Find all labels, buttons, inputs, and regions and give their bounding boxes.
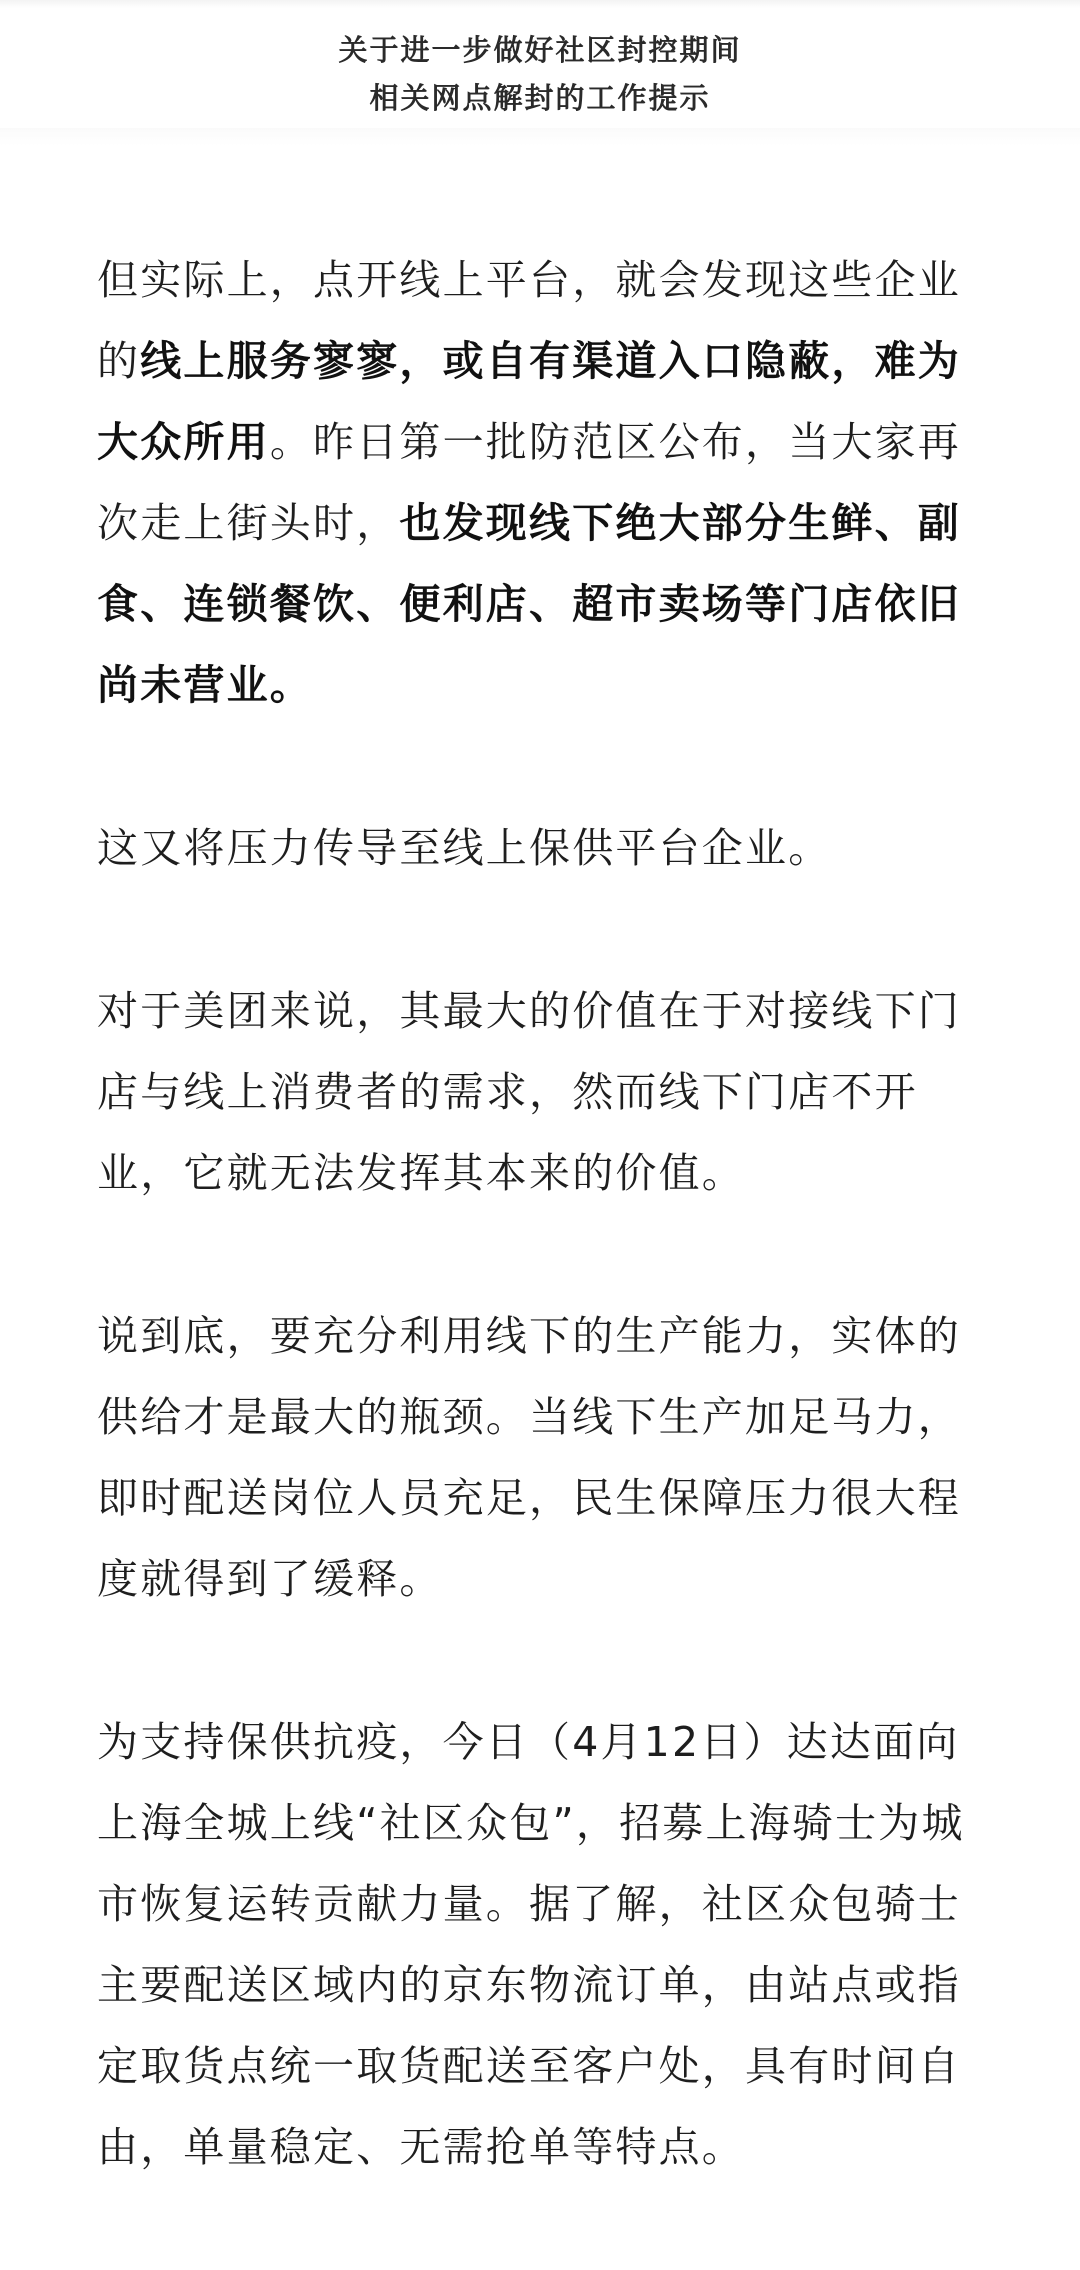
paragraph-2: 这又将压力传导至线上保供平台企业。 xyxy=(97,824,832,872)
paragraph-1 xyxy=(97,240,997,726)
paragraph-1-bold-b: 也发现线下绝大部分生鲜、副食、连锁餐饮、便利店、超市卖场等门店依旧尚未营业。 xyxy=(97,499,962,709)
top-stripe xyxy=(0,0,1080,8)
document-header xyxy=(0,26,1080,122)
paragraph-4: 说到底，要充分利用线下的生产能力，实体的供给才是最大的瓶颈。当线下生产加足马力，即时配送岗位人员充足，民生保障压力很大程度就得到了缓释。 xyxy=(97,1312,961,1603)
paragraph-3: 对于美团来说，其最大的价值在于对接线下门店与线上消费者的需求，然而线下门店不开业，它就无法发挥其本来的价值。 xyxy=(97,987,961,1197)
paragraph-1-text-b: 。昨日第一批防范区公布，当大家再次走上街头时， xyxy=(97,418,962,547)
paragraph-1-bold-a: 线上服务寥寥，或自有渠道入口隐蔽，难为大众所用 xyxy=(97,337,962,466)
header-title-line-1: 关于进一步做好社区封控期间 xyxy=(338,33,742,67)
article-body xyxy=(97,240,997,2270)
header-title-line-2: 相关网点解封的工作提示 xyxy=(369,81,711,115)
paragraph-5: 为支持保供抗疫，今日（4月12日）达达面向上海全城上线“社区众包”，招募上海骑士为城市恢复运转贡献力量。据了解，社区众包骑士主要配送区域内的京东物流订单，由站点或指定取货点统一取货配送至客户处，具有时间自由，单量稳定、无需抢单等特点。 xyxy=(97,1718,965,2171)
header-divider xyxy=(0,128,1080,146)
paragraph-1-text-a: 但实际上，点开线上平台，就会发现这些企业的 xyxy=(97,256,961,385)
